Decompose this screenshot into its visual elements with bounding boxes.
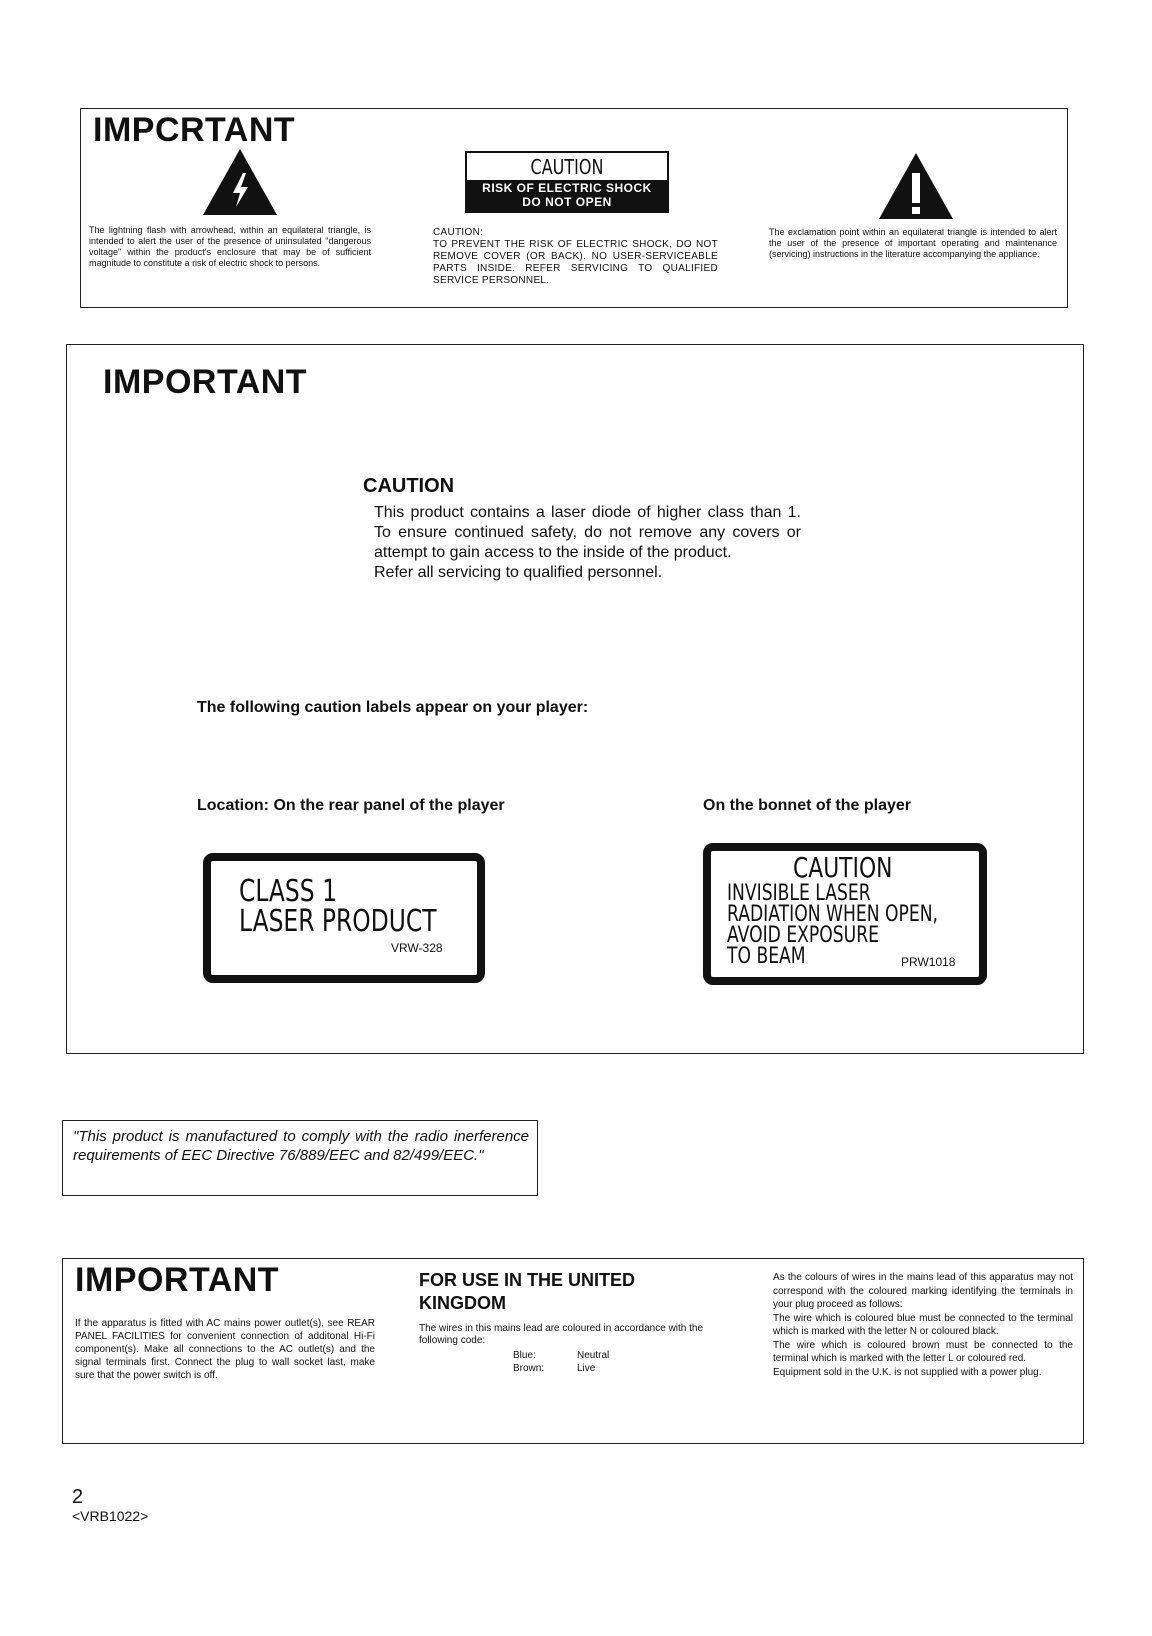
laser-caution-heading: CAUTION bbox=[363, 475, 455, 497]
class1-laser-label bbox=[203, 853, 485, 983]
label2-line2: RADIATION WHEN OPEN, bbox=[727, 902, 938, 927]
page-number: 2 bbox=[72, 1486, 84, 1508]
wire-color: Blue: bbox=[513, 1350, 536, 1361]
ac-outlet-text: If the apparatus is fitted with AC mains power outlet(s), see REAR PANEL FACILITIES for convenient connection of additonal Hi-Fi component(s). Make all connections to the AC outlet(s) and the signal terminals first. Connect the plug to wall socket last, make sure that the power switch is off. bbox=[75, 1318, 375, 1381]
wire-row bbox=[513, 1349, 609, 1362]
document-code: <VRB1022> bbox=[72, 1508, 149, 1524]
wire-colour-instructions: As the colours of wires in the mains lead of this apparatus may not correspond with the coloured marking identifying the terminals in your plug proceed as follows: The wire which is coloured blue must be connected to the terminal which is marked with the letter N or coloured black. The wire which is coloured brown must be connected to the terminal which is marked with the letter L or coloured red. Equipment sold in the U.K. is not supplied with a power plug. bbox=[773, 1272, 1073, 1378]
rear-panel-location: Location: On the rear panel of the player bbox=[197, 797, 505, 814]
label1-line1: CLASS 1 bbox=[239, 874, 337, 909]
label2-line4: TO BEAM bbox=[727, 944, 806, 969]
laser-caution-paragraph: This product contains a laser diode of higher class than 1. To ensure continued safety, do not remove any covers or attempt to gain access to the inside of the product. bbox=[374, 504, 801, 561]
wire-code-table bbox=[513, 1349, 609, 1375]
bonnet-location: On the bonnet of the player bbox=[703, 797, 912, 814]
box1-title: IMPCRTANT bbox=[93, 111, 296, 149]
laser-caution-refer: Refer all servicing to qualified personnel. bbox=[374, 564, 663, 581]
caution-label-risk: RISK OF ELECTRIC SHOCK bbox=[482, 181, 652, 195]
wire-color: Brown: bbox=[513, 1363, 545, 1374]
labels-intro: The following caution labels appear on your player: bbox=[197, 699, 589, 716]
electric-shock-caution-label bbox=[465, 151, 669, 213]
uk-heading: FOR USE IN THE UNITED KINGDOM bbox=[419, 1270, 636, 1313]
wire-meaning: Neutral bbox=[577, 1350, 610, 1361]
box4-title: IMPORTANT bbox=[75, 1261, 280, 1299]
exclamation-warning-icon bbox=[879, 153, 953, 219]
uk-mains-box bbox=[62, 1258, 1084, 1444]
safety-symbols-box bbox=[80, 108, 1068, 308]
label2-line3: AVOID EXPOSURE bbox=[727, 923, 879, 948]
wire-meaning: Live bbox=[577, 1363, 596, 1374]
caution-label-do-not-open: DO NOT OPEN bbox=[522, 195, 612, 209]
lightning-description: The lightning flash with arrowhead, within an equilateral triangle, is intended to alert the user of the presence of uninsulated "dangerous voltage" within the product's enclosure that may be of sufficient magnitude to constitute a risk of electric shock to persons. bbox=[89, 225, 371, 268]
laser-caution-text bbox=[374, 503, 801, 583]
label1-code: VRW-328 bbox=[391, 941, 443, 955]
wire-row bbox=[513, 1362, 609, 1375]
uk-wire-text: The wires in this mains lead are coloured in accordance with the following code: bbox=[419, 1323, 704, 1346]
label2-title: CAUTION bbox=[793, 851, 893, 884]
exclamation-description: The exclamation point within an equilateral triangle is intended to alert the user of the presence of important operating and maintenance (servicing) instructions in the literature accompanying the appliance. bbox=[769, 227, 1057, 259]
invisible-laser-label bbox=[703, 843, 987, 985]
eec-directive-box bbox=[62, 1120, 538, 1196]
label1-line2: LASER PRODUCT bbox=[239, 904, 437, 939]
box2-title: IMPORTANT bbox=[103, 363, 308, 401]
caution-label-top: CAUTION bbox=[530, 155, 604, 179]
lightning-warning-icon bbox=[203, 149, 277, 215]
eec-directive-text: "This product is manufactured to comply with the radio inerference requirements of EEC Directive 76/889/EEC and 82/499/EEC." bbox=[73, 1128, 529, 1164]
label2-line1: INVISIBLE LASER bbox=[727, 881, 871, 906]
electric-shock-caution-text: CAUTION: TO PREVENT THE RISK OF ELECTRIC SHOCK, DO NOT REMOVE COVER (OR BACK). NO USER-SERVICEABLE PARTS INSIDE. REFER SERVICING TO QUALIFIED SERVICE PERSONNEL. bbox=[433, 227, 718, 286]
laser-caution-box bbox=[66, 344, 1084, 1054]
label2-code: PRW1018 bbox=[901, 955, 956, 969]
